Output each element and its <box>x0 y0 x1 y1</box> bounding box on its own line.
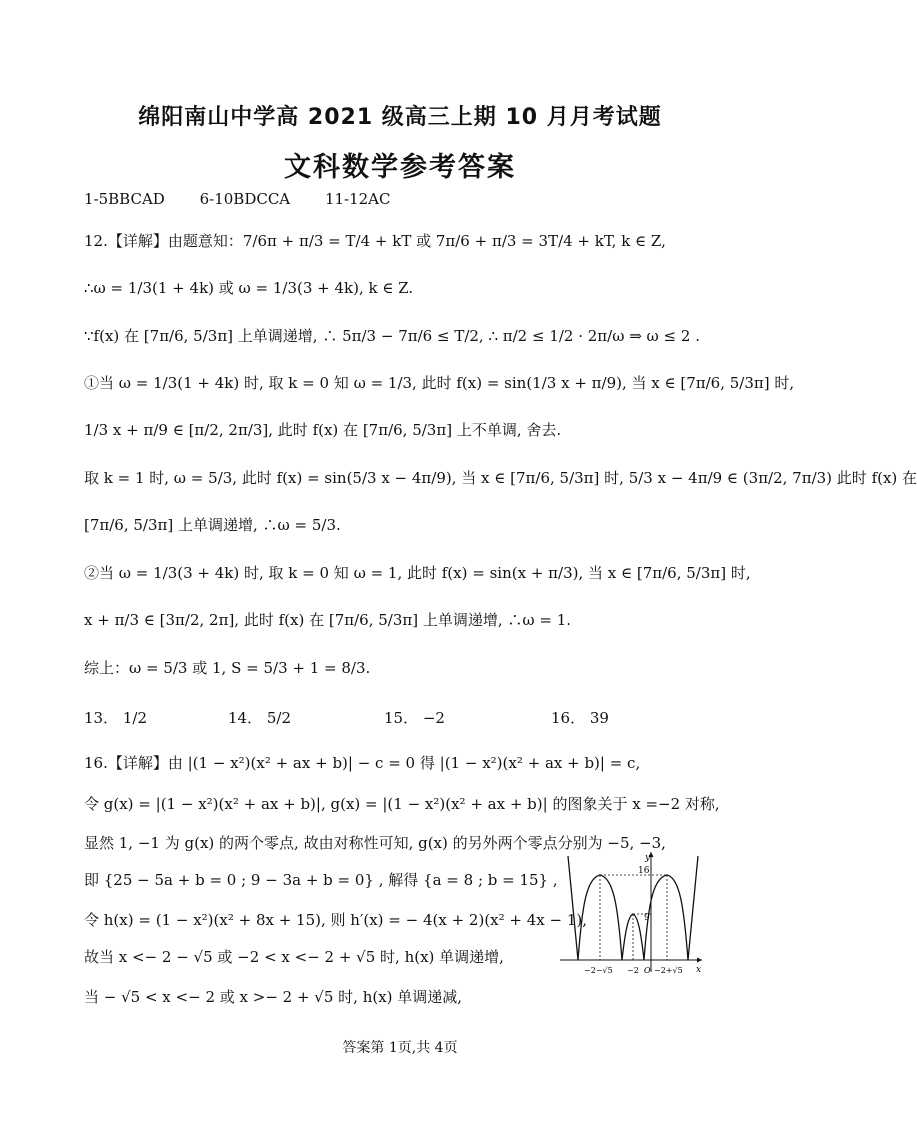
solution12-line: ∵f(x) 在 [7π/6, 5/3π] 上单调递增, ∴ 5π/3 − 7π/6 ≤ T/2, ∴ π/2 ≤ 1/2 · 2π/ω ⇒ ω ≤ 2 . <box>84 327 700 345</box>
label-9: 9 <box>644 913 650 923</box>
page-footer: 答案第 1页,共 4页 <box>342 1040 458 1056</box>
exam-title: 绵阳南山中学高 2021 级高三上期 10 月月考试题 <box>138 105 662 130</box>
answer-15: 15． −2 <box>384 709 445 727</box>
answer-key-title: 文科数学参考答案 <box>284 152 516 183</box>
solution12-line: x + π/3 ∈ [3π/2, 2π], 此时 f(x) 在 [7π/6, 5/3π] 上单调递增, ∴ω = 1. <box>84 611 572 629</box>
answer-16: 16． 39 <box>551 709 609 727</box>
choice-answers <box>84 188 421 210</box>
tick-mid: −2 <box>627 966 639 975</box>
solution16-line: 当 − √5 < x <− 2 或 x >− 2 + √5 时, h(x) 单调递减, <box>84 988 463 1006</box>
solution12-line: 12.【详解】由题意知：7/6π + π/3 = T/4 + kT 或 7π/6 + π/3 = 3T/4 + kT, k ∈ Z, <box>84 232 666 250</box>
tick-left: −2−√5 <box>584 966 613 975</box>
x-axis-arrow <box>697 958 702 963</box>
answer-13: 13． 1/2 <box>84 709 147 727</box>
choice-answers-11-12: 11-12AC <box>324 190 391 208</box>
solution16-line: 即 {25 − 5a + b = 0 ; 9 − 3a + b = 0} , 解得 {a = 8 ; b = 15} , <box>84 871 558 889</box>
choice-answers-6-10: 6-10BDCCA <box>199 190 291 208</box>
solution12-line: ①当 ω = 1/3(1 + 4k) 时, 取 k = 0 知 ω = 1/3, 此时 f(x) = sin(1/3 x + π/9), 当 x ∈ [7π/6, 5/3π] 时, <box>84 374 795 392</box>
tick-origin: O <box>644 966 651 975</box>
choice-answers-1-5: 1-5BBCAD <box>84 190 165 208</box>
solution16-line: 显然 1, −1 为 g(x) 的两个零点, 故由对称性可知, g(x) 的另外两个零点分别为 −5, −3, <box>84 834 666 852</box>
solution12-line: 取 k = 1 时, ω = 5/3, 此时 f(x) = sin(5/3 x − 4π/9), 当 x ∈ [7π/6, 5/3π] 时, 5/3 x − 4π/9 ∈ (3π/2, 7π/3) 此时 f(x) 在 <box>84 469 917 487</box>
solution16-line: 令 g(x) = |(1 − x²)(x² + ax + b)|, g(x) = |(1 − x²)(x² + ax + b)| 的图象关于 x =−2 对称, <box>84 795 720 813</box>
solution12-line: ∴ω = 1/3(1 + 4k) 或 ω = 1/3(3 + 4k), k ∈ Z. <box>84 279 414 297</box>
answer-14: 14． 5/2 <box>228 709 291 727</box>
x-axis-label: x <box>696 965 702 975</box>
graph-curve <box>568 856 698 960</box>
y-axis-label: y <box>645 853 651 863</box>
solution16-line: 故当 x <− 2 − √5 或 −2 < x <− 2 + √5 时, h(x) 单调递增, <box>84 948 504 966</box>
solution12-line: ②当 ω = 1/3(3 + 4k) 时, 取 k = 0 知 ω = 1, 此时 f(x) = sin(x + π/3), 当 x ∈ [7π/6, 5/3π] 时, <box>84 564 751 582</box>
function-graph <box>556 848 706 980</box>
solution12-line: [7π/6, 5/3π] 上单调递增, ∴ω = 5/3. <box>84 516 341 534</box>
solution16-line: 16.【详解】由 |(1 − x²)(x² + ax + b)| − c = 0 得 |(1 − x²)(x² + ax + b)| = c, <box>84 754 641 772</box>
solution12-line: 1/3 x + π/9 ∈ [π/2, 2π/3], 此时 f(x) 在 [7π/6, 5/3π] 上不单调, 舍去. <box>84 421 562 439</box>
solution16-line: 令 h(x) = (1 − x²)(x² + 8x + 15), 则 h′(x) = − 4(x + 2)(x² + 4x − 1), <box>84 911 588 929</box>
tick-right: −2+√5 <box>654 966 683 975</box>
solution12-line: 综上：ω = 5/3 或 1, S = 5/3 + 1 = 8/3. <box>84 659 371 677</box>
label-16: 16 <box>638 866 650 876</box>
